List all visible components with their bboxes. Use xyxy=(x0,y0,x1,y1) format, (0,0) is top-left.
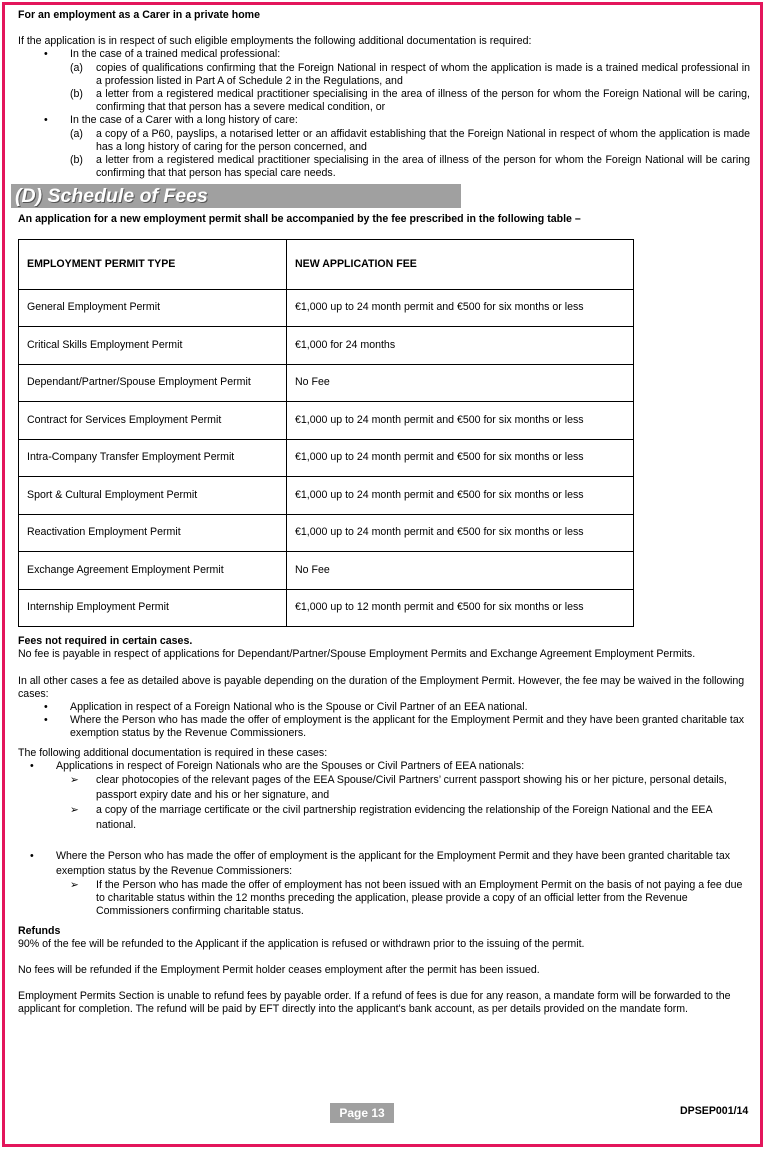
docs-bullet-1-text: Applications in respect of Foreign Nationals who are the Spouses or Civil Partners of EEA nationals: xyxy=(56,759,525,772)
docs-item-1a xyxy=(18,773,750,803)
arrow-bullet-icon: ➢ xyxy=(70,803,79,816)
docs-item-1a-text: clear photocopies of the relevant pages of the EEA Spouse/Civil Partners’ current passport showing his or her picture, personal details, passport expiry date and his or her signature, and xyxy=(96,773,727,801)
table-row xyxy=(19,439,634,477)
fees-not-required-heading: Fees not required in certain cases. xyxy=(18,635,193,648)
carer-item-1b-text: a letter from a registered medical practitioner specialising in the area of illness of the person for whom the Foreign National will be caring, confirming that that person has a severe medical condition, or xyxy=(96,88,750,114)
docs-bullet-1 xyxy=(18,760,750,773)
spacer xyxy=(18,951,750,964)
permit-type-cell: Exchange Agreement Employment Permit xyxy=(19,552,287,590)
item-label: (b) xyxy=(70,88,83,101)
fee-cell: €1,000 up to 24 month permit and €500 for six months or less xyxy=(287,477,634,515)
item-label: (b) xyxy=(70,154,83,167)
arrow-bullet-icon: ➢ xyxy=(70,878,79,891)
carer-item-1b xyxy=(18,88,750,114)
spacer xyxy=(18,627,750,635)
table-header-row xyxy=(19,239,634,289)
carer-item-2b xyxy=(18,154,750,180)
permit-type-cell: General Employment Permit xyxy=(19,289,287,327)
permit-type-cell: Reactivation Employment Permit xyxy=(19,514,287,552)
waiver-bullet-1 xyxy=(18,701,750,714)
fees-not-required-p1: No fee is payable in respect of applications for Dependant/Partner/Spouse Employment Permits and Exchange Agreement Employment Permits. xyxy=(18,648,696,661)
table-header-cell: EMPLOYMENT PERMIT TYPE xyxy=(19,239,287,289)
fee-cell: No Fee xyxy=(287,364,634,402)
bullet-icon: • xyxy=(44,700,48,713)
fee-cell: €1,000 up to 24 month permit and €500 for six months or less xyxy=(287,402,634,440)
table-row xyxy=(19,327,634,365)
section-title-bar xyxy=(11,184,461,208)
item-label: (a) xyxy=(70,61,83,74)
spacer xyxy=(18,977,750,990)
arrow-bullet-icon: ➢ xyxy=(70,773,79,786)
docs-item-2a xyxy=(18,879,750,919)
refunds-heading: Refunds xyxy=(18,924,61,937)
docs-item-1b xyxy=(18,803,750,833)
additional-docs-intro: The following additional documentation is required in these cases: xyxy=(18,746,328,759)
table-header-cell: NEW APPLICATION FEE xyxy=(287,239,634,289)
refunds-p1: 90% of the fee will be refunded to the Applicant if the application is refused or withdrawn prior to the issuing of the permit. xyxy=(18,937,585,950)
docs-bullet-2-text: Where the Person who has made the offer of employment is the applicant for the Employment Permit and they have been granted charitable tax exemption status by the Revenue Commissioners: xyxy=(56,849,731,877)
carer-bullet-2-text: In the case of a Carer with a long history of care: xyxy=(70,114,298,127)
carer-item-1a xyxy=(18,62,750,88)
bullet-icon: • xyxy=(44,714,48,727)
carer-item-2a-text: a copy of a P60, payslips, a notarised letter or an affidavit establishing that the Foreign National in respect of whom the application is made has a long history of caring for the person concerned, and xyxy=(96,127,750,153)
item-label: (a) xyxy=(70,127,83,140)
spacer xyxy=(18,22,750,35)
carer-bullet-2 xyxy=(18,114,750,127)
section-intro: An application for a new employment permit shall be accompanied by the fee prescribed in the following table – xyxy=(18,213,581,226)
permit-type-cell: Contract for Services Employment Permit xyxy=(19,402,287,440)
waiver-bullet-2-text: Where the Person who has made the offer of employment is the applicant for the Employment Permit and they have been granted charitable tax exemption status by the Revenue Commissioners. xyxy=(70,714,745,740)
fee-cell: €1,000 up to 24 month permit and €500 for six months or less xyxy=(287,514,634,552)
carer-bullet-1-text: In the case of a trained medical professional: xyxy=(70,48,281,61)
fee-cell: €1,000 up to 24 month permit and €500 for six months or less xyxy=(287,439,634,477)
table-row xyxy=(19,552,634,590)
carer-item-2b-text: a letter from a registered medical practitioner specialising in the area of illness of the person for whom the Foreign National will be caring confirming that that person has special care needs. xyxy=(96,154,750,180)
section-title: (D) Schedule of Fees xyxy=(15,185,208,208)
table-row xyxy=(19,364,634,402)
refunds-p3: Employment Permits Section is unable to refund fees by payable order. If a refund of fees is due for any reason, a mandate form will be forwarded to the applicant for completion. The refund will be paid by EFT directly into the applicant's bank account, as per details provided on the mandate form. xyxy=(18,990,731,1016)
permit-type-cell: Dependant/Partner/Spouse Employment Permit xyxy=(19,364,287,402)
carer-item-2a xyxy=(18,128,750,154)
carer-bullet-1 xyxy=(18,48,750,61)
fees-not-required-p2: In all other cases a fee as detailed above is payable depending on the duration of the Employment Permit. However, the fee may be waived in the following cases: xyxy=(18,674,745,700)
carer-heading: For an employment as a Carer in a private home xyxy=(18,9,260,21)
carer-item-1a-text: copies of qualifications confirming that the Foreign National in respect of whom the application is made is a trained medical professional in a profession listed in Part A of Schedule 2 in the Regulations, and xyxy=(96,61,750,87)
permit-type-cell: Sport & Cultural Employment Permit xyxy=(19,477,287,515)
page-number: Page 13 xyxy=(330,1103,394,1123)
fee-cell: €1,000 for 24 months xyxy=(287,327,634,365)
spacer xyxy=(18,833,750,849)
refunds-p2: No fees will be refunded if the Employment Permit holder ceases employment after the permit has been issued. xyxy=(18,963,540,976)
permit-type-cell: Internship Employment Permit xyxy=(19,589,287,627)
carer-intro: If the application is in respect of such eligible employments the following additional documentation is required: xyxy=(18,35,532,48)
table-row xyxy=(19,477,634,515)
table-row xyxy=(19,402,634,440)
bullet-icon: • xyxy=(30,849,34,862)
bullet-icon: • xyxy=(30,759,34,772)
permit-type-cell: Intra-Company Transfer Employment Permit xyxy=(19,439,287,477)
fee-cell: €1,000 up to 12 month permit and €500 for six months or less xyxy=(287,589,634,627)
docs-item-2a-text: If the Person who has made the offer of employment has not been issued with an Employment Permit on the basis of not paying a fee due to charitable status within the 12 months preceding the application, please provide a copy of an official letter from the Revenue Commissioners confirming charitable status. xyxy=(96,878,743,918)
fee-table xyxy=(18,239,634,628)
docs-item-1b-text: a copy of the marriage certificate or the civil partnership registration evidencing the relationship of the Foreign National and the EEA national. xyxy=(96,803,712,831)
waiver-bullet-2 xyxy=(18,714,750,740)
docs-bullet-2 xyxy=(18,849,750,879)
document-body xyxy=(15,9,750,1017)
spacer xyxy=(18,662,750,675)
table-row xyxy=(19,289,634,327)
table-row xyxy=(19,589,634,627)
permit-type-cell: Critical Skills Employment Permit xyxy=(19,327,287,365)
fee-cell: No Fee xyxy=(287,552,634,590)
bullet-icon: • xyxy=(44,114,48,127)
table-row xyxy=(19,514,634,552)
bullet-icon: • xyxy=(44,48,48,61)
waiver-bullet-1-text: Application in respect of a Foreign National who is the Spouse or Civil Partner of an EEA national. xyxy=(70,700,528,713)
fee-cell: €1,000 up to 24 month permit and €500 for six months or less xyxy=(287,289,634,327)
document-code: DPSEP001/14 xyxy=(680,1105,749,1117)
